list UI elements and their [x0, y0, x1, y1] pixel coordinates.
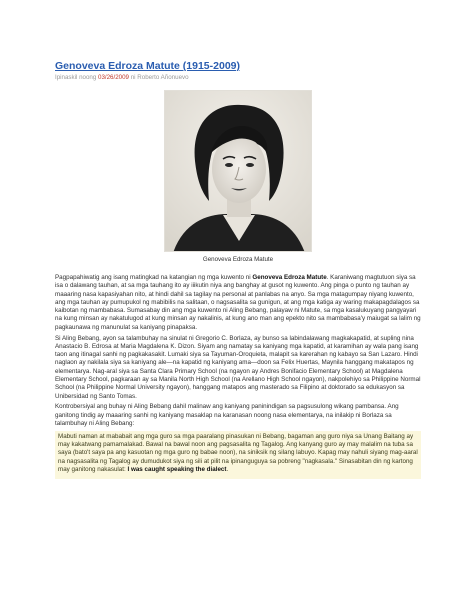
paragraph-1: Pagpapahiwatig ang isang matingkad na katangian ng mga kuwento ni Genoveva Edroza Matute. Karaniwang magtutuon siya sa isa o dalawang tauhan, at sa mga tauhang ito ay iiikutin niya ang banghay at gusot ng kuwento. Ang pinga o punto ng tauhan ay maaaring nasa kapasiyahan nito, at hindi dahil sa tagilay na personal at panlabas na anyo. Sa mga matagumpay niyang kuwento, ang mga tauhan ay pumupukol ng mabibilis na salitaan, o nagsasalita sa gunigun, at ang mga katiga ay waring makapagdalagos sa kaibotan ng mambabasa. Sumasabay din ang mga kuwento ni Aling Bebang, palayaw ni Matute, sa mga kasalukuyang pangyayari na kung minsan ay nakatulugod at kung minsan ay nakalinis, at kung ano man ang epekto nito sa mambabasa'y maiugat sa lalim ng pagkaunawa ng manunulat sa kaniyang pinapaksa.	[55, 274, 421, 331]
quote-text: Mabuti naman at mababait ang mga guro sa mga paaralang pinasukan ni Bebang, bagaman ang guro niya sa Unang Baitang ay may kakatwang pamamalakad. Bawal na bawal noon ang pagsasalita ng Tagalog. Ang kanyang guro ay may malalim na tuba sa saya (bato't saya pa ang kasuotan ng mga guro ng babae noon), na siniksik ng silang labuyo. Kapag may nahuli siyang mag-aaral na nagsasalita ng Tagalog ay dumudukot siya ng sili at pilit na ipinanguguya sa pobreng "nagkasala." Sinasabitan din ng kartong may ganitong nakasulat: I was caught speaking the dialect.	[58, 432, 418, 474]
article	[55, 60, 421, 479]
article-meta	[55, 74, 421, 82]
article-body	[55, 274, 421, 479]
bold-name: Genoveva Edroza Matute	[252, 274, 327, 281]
portrait-illustration	[165, 91, 312, 252]
paragraph-3: Kontrobersiyal ang buhay ni Aling Bebang dahil malinaw ang kaniyang paninindigan sa pagsusulong wikang pambansa. Ang ganitong tindig ay maaaring sanhi ng kaniyang masaklap na karanasan noong nasa elementarya, na inilakip ni Borlaza sa talambuhay ni Aling Bebang:	[55, 403, 399, 428]
photo-figure	[164, 90, 312, 264]
photo-caption: Genoveva Edroza Matute	[202, 256, 274, 263]
article-title[interactable]: Genoveva Edroza Matute (1915-2009)	[55, 60, 240, 72]
block-quote	[55, 431, 421, 479]
quote-bold: I was caught speaking the dialect	[127, 466, 227, 474]
meta-author[interactable]: Roberto Añonuevo	[137, 74, 189, 81]
meta-date: 03/26/2009	[98, 74, 129, 81]
portrait-photo	[164, 90, 312, 252]
paragraph-2: Si Aling Bebang, ayon sa talambuhay na sinulat ni Gregorio C. Borlaza, ay bunso sa labindalawang magkakapatid, at supling nina Anastacio B. Edrosa at Maria Magdalena K. Dizon. Siyam ang namatay sa kaniyang mga kapatid, at karamihan ay wala pang isang taon ang itinagal sanhi ng pagkakasakit. Lumaki siya sa Tayuman-Oroquieta, malapit sa karerahan ng kabayo sa San Lazaro. Hindi naglaon ay nakilala siya sa kaniyang ale—na kapatid ng kaniyang ama—doon sa Felix Huertas, Maynila hanggang makatapos ng elementarya. Nag-aral siya sa Santa Clara Primary School (na ngayon ay Andres Bonifacio Elementary School) at Magdalena Elementary School, pagkaraan ay sa Manila North High School (na Arellano High School ngayon), nakpolehiyo sa Philippine Normal School (na Philippine Normal University ngayon), hanggang matapos ang masterado sa Filipino at doktorado sa edukasyon sa Unibersidad ng Santo Tomas.	[55, 334, 421, 400]
meta-prefix: Ipinaskil noong	[55, 74, 97, 81]
meta-by: ni	[130, 74, 136, 81]
